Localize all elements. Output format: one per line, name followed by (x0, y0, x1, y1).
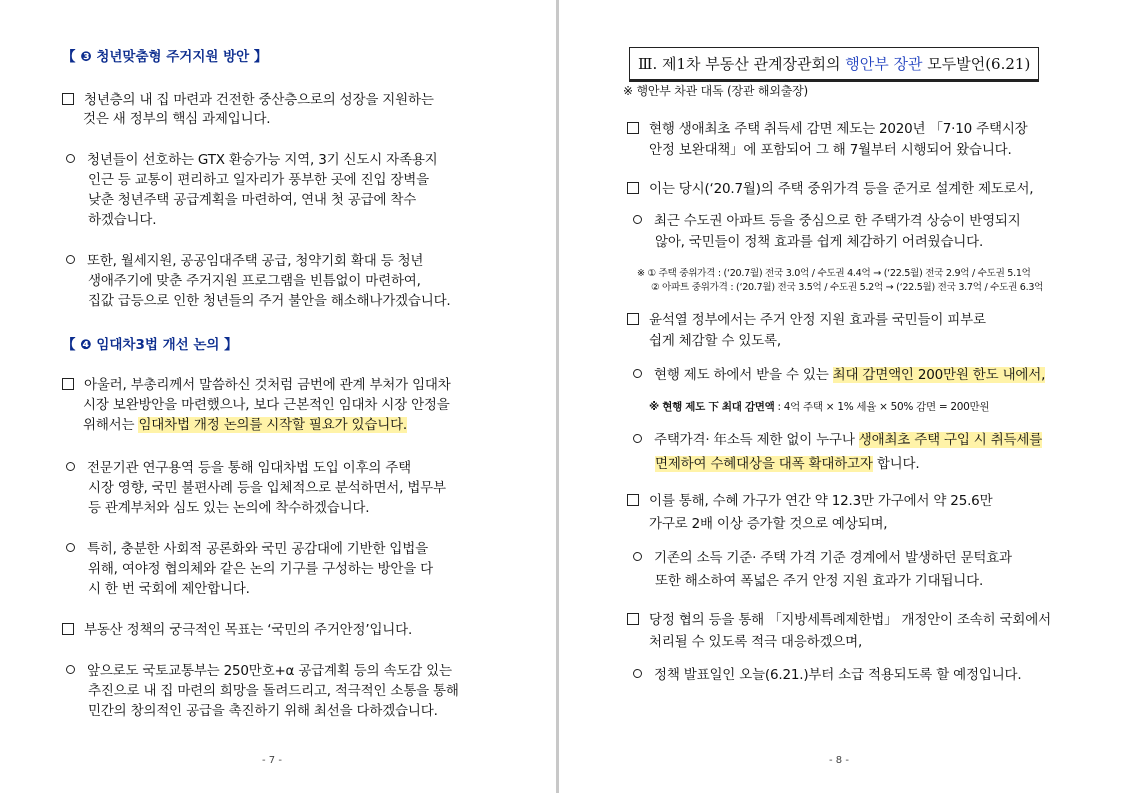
paragraph-line: 것은 새 정부의 핵심 과제입니다. (83, 111, 271, 127)
paragraph-line: 낮춘 청년주택 공급계획을 마련하여, 연내 첫 공급에 착수 (88, 192, 417, 208)
page-8 (559, 0, 1125, 793)
paragraph-line: 부동산 정책의 궁극적인 목표는 ‘국민의 주거안정’입니다. (62, 621, 412, 640)
paragraph-line: 시장 보완방안을 마련했으나, 보다 근본적인 임대차 시장 안정을 (83, 397, 450, 413)
paragraph-line: 특히, 충분한 사회적 공론화와 국민 공감대에 기반한 입법을 (66, 540, 428, 559)
circle-bullet-icon (66, 255, 75, 264)
paragraph-line: 현행 생애최초 주택 취득세 감면 제도는 2020년 「7·10 주택시장 (627, 120, 1028, 139)
circle-bullet-icon (633, 669, 642, 678)
paragraph-line: 윤석열 정부에서는 주거 안정 지원 효과를 국민들이 피부로 (627, 311, 986, 330)
paragraph-line: 안정 보완대책」에 포함되어 그 해 7월부터 시행되어 왔습니다. (649, 142, 1012, 158)
paragraph-line: 위해서는 임대차법 개정 논의를 시작할 필요가 있습니다. (83, 417, 407, 433)
paragraph-line: 집값 급등으로 인한 청년들의 주거 불안을 해소해나가겠습니다. (88, 293, 451, 309)
paragraph-line: 앞으로도 국토교통부는 250만호+α 공급계획 등의 속도감 있는 (66, 662, 452, 681)
circle-bullet-icon (66, 543, 75, 552)
square-bullet-icon (62, 378, 74, 390)
circle-bullet-icon (633, 552, 642, 561)
paragraph-line: 시장 영향, 국민 불편사례 등을 입체적으로 분석하면서, 법무부 (88, 480, 446, 496)
paragraph-line: 면제하여 수혜대상을 대폭 확대하고자 합니다. (655, 456, 920, 472)
paragraph-line: 현행 제도 하에서 받을 수 있는 최대 감면액인 200만원 한도 내에서, (633, 366, 1045, 385)
highlighted-text: 임대차법 개정 논의를 시작할 필요가 있습니다. (138, 417, 407, 433)
highlighted-text: 면제하여 수혜대상을 대폭 확대하고자 (655, 456, 873, 472)
paragraph-line: 이를 통해, 수혜 가구가 연간 약 12.3만 가구에서 약 25.6만 (627, 492, 992, 511)
paragraph-line: 쉽게 체감할 수 있도록, (649, 333, 781, 349)
page-number: - 8 - (829, 755, 849, 766)
paragraph-line: 가구로 2배 이상 증가할 것으로 예상되며, (649, 516, 888, 532)
paragraph-line: 최근 수도권 아파트 등을 중심으로 한 주택가격 상승이 반영되지 (633, 212, 1021, 231)
square-bullet-icon (627, 613, 639, 625)
highlighted-text: 최대 감면액인 200만원 한도 내에서, (832, 367, 1046, 383)
paragraph-line: 위해, 여야정 협의체와 같은 논의 기구를 구성하는 방안을 다 (88, 561, 434, 577)
circle-bullet-icon (66, 665, 75, 674)
circle-bullet-icon (66, 154, 75, 163)
circle-bullet-icon (66, 462, 75, 471)
footnote-line: ② 아파트 중위가격 : (‘20.7월) 전국 3.5억 / 수도권 5.2억 → (‘22.5월) 전국 3.7억 / 수도권 6.3억 (651, 282, 1044, 293)
page-7 (0, 0, 556, 793)
highlighted-text: 생애최초 주택 구입 시 취득세를 (858, 432, 1043, 448)
paragraph-line: 않아, 국민들이 정책 효과를 쉽게 체감하기 어려웠습니다. (655, 234, 984, 250)
paragraph-line: 시 한 번 국회에 제안합니다. (88, 581, 250, 597)
paragraph-line: 이는 당시(‘20.7월)의 주택 중위가격 등을 준거로 설계한 제도로서, (627, 180, 1033, 199)
paragraph-line: 청년들이 선호하는 GTX 환승가능 지역, 3기 신도시 자족용지 (66, 151, 438, 170)
paragraph-line: 처리될 수 있도록 적극 대응하겠으며, (649, 634, 863, 650)
note: ※ 행안부 차관 대독 (장관 해외출장) (623, 84, 808, 98)
circle-bullet-icon (633, 434, 642, 443)
square-bullet-icon (627, 182, 639, 194)
square-bullet-icon (627, 494, 639, 506)
footnote-line: ※ ① 주택 중위가격 : (‘20.7월) 전국 3.0억 / 수도권 4.4억 → (‘22.5월) 전국 2.9억 / 수도권 5.1억 (637, 268, 1031, 279)
paragraph-line: 등 관계부처와 심도 있는 논의에 착수하겠습니다. (88, 500, 370, 516)
section-heading-4: 【 ❹ 임대차3법 개선 논의 】 (62, 337, 238, 353)
paragraph-line: 아울러, 부총리께서 말씀하신 것처럼 금번에 관계 부처가 임대차 (62, 376, 451, 395)
paragraph-line: 전문기관 연구용역 등을 통해 임대차법 도입 이후의 주택 (66, 459, 411, 478)
paragraph-line: 주택가격· 年소득 제한 없이 누구나 생애최초 주택 구입 시 취득세를 (633, 431, 1042, 450)
paragraph-line: 생애주기에 맞춘 주거지원 프로그램을 빈틈없이 마련하여, (88, 273, 421, 289)
page-title: Ⅲ. 제1차 부동산 관계장관회의 행안부 장관 모두발언(6.21) (629, 47, 1039, 82)
paragraph-line: 청년층의 내 집 마련과 건전한 중산층으로의 성장을 지원하는 (62, 91, 434, 110)
paragraph-line: 또한 해소하여 폭넓은 주거 안정 지원 효과가 기대됩니다. (655, 573, 984, 589)
circle-bullet-icon (633, 215, 642, 224)
square-bullet-icon (627, 313, 639, 325)
paragraph-line: 민간의 창의적인 공급을 촉진하기 위해 최선을 다하겠습니다. (88, 703, 438, 719)
paragraph-line: 추진으로 내 집 마련의 희망을 돌려드리고, 적극적인 소통을 통해 (88, 683, 459, 699)
square-bullet-icon (62, 93, 74, 105)
circle-bullet-icon (633, 369, 642, 378)
square-bullet-icon (62, 623, 74, 635)
paragraph-line: 하겠습니다. (88, 212, 157, 228)
page-number: - 7 - (262, 755, 282, 766)
square-bullet-icon (627, 122, 639, 134)
paragraph-line: 정책 발표일인 오늘(6.21.)부터 소급 적용되도록 할 예정입니다. (633, 666, 1021, 685)
footnote-line: ※ 현행 제도 下 최대 감면액 : 4억 주택 × 1% 세율 × 50% 감면 = 200만원 (649, 401, 990, 413)
paragraph-line: 기존의 소득 기준· 주택 가격 기준 경계에서 발생하던 문턱효과 (633, 549, 1012, 568)
section-heading-3: 【 ❸ 청년맞춤형 주거지원 방안 】 (62, 49, 268, 65)
paragraph-line: 인근 등 교통이 편리하고 일자리가 풍부한 곳에 진입 장벽을 (88, 172, 429, 188)
paragraph-line: 또한, 월세지원, 공공임대주택 공급, 청약기회 확대 등 청년 (66, 252, 423, 271)
paragraph-line: 당정 협의 등을 통해 「지방세특례제한법」 개정안이 조속히 국회에서 (627, 611, 1051, 630)
